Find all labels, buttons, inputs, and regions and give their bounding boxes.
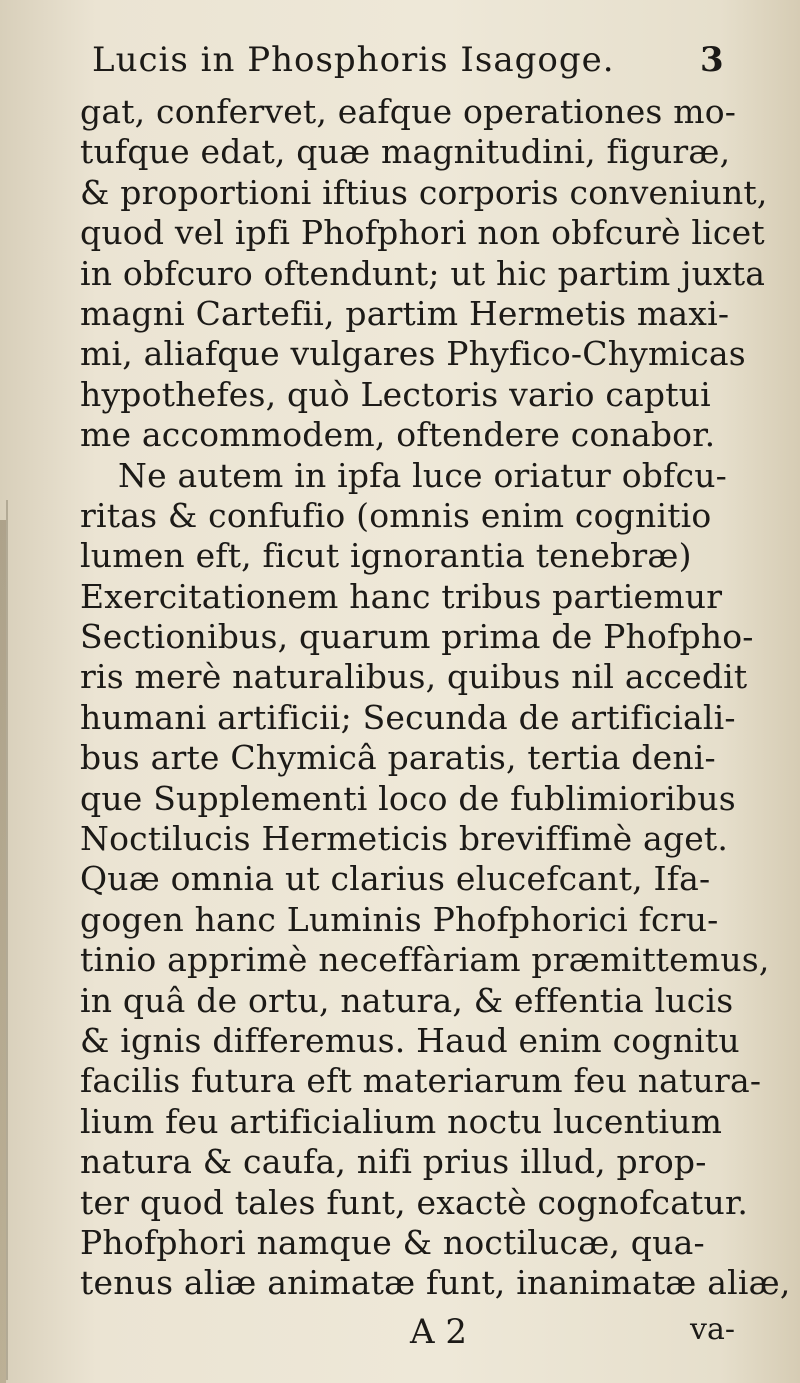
text-body [80, 92, 791, 1304]
text-line-1: gat, confervet, eafque operationes mo- [80, 92, 737, 131]
text-line-14: Sectionibus, quarum prima de Phofpho- [80, 617, 754, 657]
text-line-23: in quâ de ortu, natura, & effentia lucis [80, 980, 734, 1020]
text-line-8: hypothefes, quò Lectoris vario captui [80, 374, 711, 414]
catchword: va- [690, 1312, 735, 1347]
paragraph-start-line: Ne autem in ipfa luce oriatur obfcu- [118, 455, 727, 495]
text-line-26: lium feu artificialium noctu lucentium [80, 1101, 723, 1141]
text-line-28: ter quod tales funt, exactè cognofcatur. [80, 1182, 749, 1222]
text-line-5: in obfcuro oftendunt; ut hic partim juxta [80, 253, 766, 293]
text-line-18: que Supplementi loco de fublimioribus [80, 778, 736, 818]
text-line-6: magni Cartefii, partim Hermetis maxi- [80, 293, 730, 333]
text-line-17: bus arte Chymicâ paratis, tertia deni- [80, 738, 716, 778]
text-line-9: me accommodem, oftendere conabor. [80, 415, 716, 455]
text-line-22: tinio apprimè neceffàriam præmittemus, [80, 940, 770, 980]
text-line-24: & ignis differemus. Haud enim cognitu [80, 1020, 740, 1060]
text-line-3: & proportioni iftius corporis conveniunt, [80, 172, 768, 212]
text-line-25: facilis futura eft materiarum feu natura- [80, 1061, 762, 1101]
text-line-29: Phofphori namque & noctilucæ, qua- [80, 1222, 705, 1262]
page-footer [0, 1312, 800, 1358]
text-line-7: mi, aliafque vulgares Phyfico-Chymicas [80, 334, 746, 374]
text-line-19: Noctilucis Hermeticis breviffimè aget. [80, 819, 729, 859]
text-line-16: humani artificii; Secunda de artificiali- [80, 697, 736, 737]
text-line-27: natura & caufa, nifi prius illud, prop- [80, 1142, 707, 1182]
page-number: 3 [700, 40, 724, 80]
running-header: Lucis in Phosphoris Isagoge. [92, 40, 615, 80]
binding-fold-line [6, 500, 8, 1380]
signature-mark: A 2 [410, 1312, 467, 1352]
text-line-12: lumen eft, ficut ignorantia tenebræ) [80, 536, 692, 576]
text-line-13: Exercitationem hanc tribus partiemur [80, 576, 723, 616]
text-line-2: tufque edat, quæ magnitudini, figuræ, [80, 132, 731, 172]
text-line-11: ritas & confufio (omnis enim cognitio [80, 495, 712, 535]
text-line-21: gogen hanc Luminis Phofphorici fcru- [80, 899, 719, 939]
text-line-30: tenus aliæ animatæ funt, inanimatæ aliæ, [80, 1263, 791, 1303]
text-line-4: quod vel ipfi Phofphori non obfcurè licet [80, 213, 765, 253]
text-line-15: ris merè naturalibus, quibus nil accedit [80, 657, 748, 697]
text-line-20: Quæ omnia ut clarius elucefcant, Ifa- [80, 859, 711, 899]
